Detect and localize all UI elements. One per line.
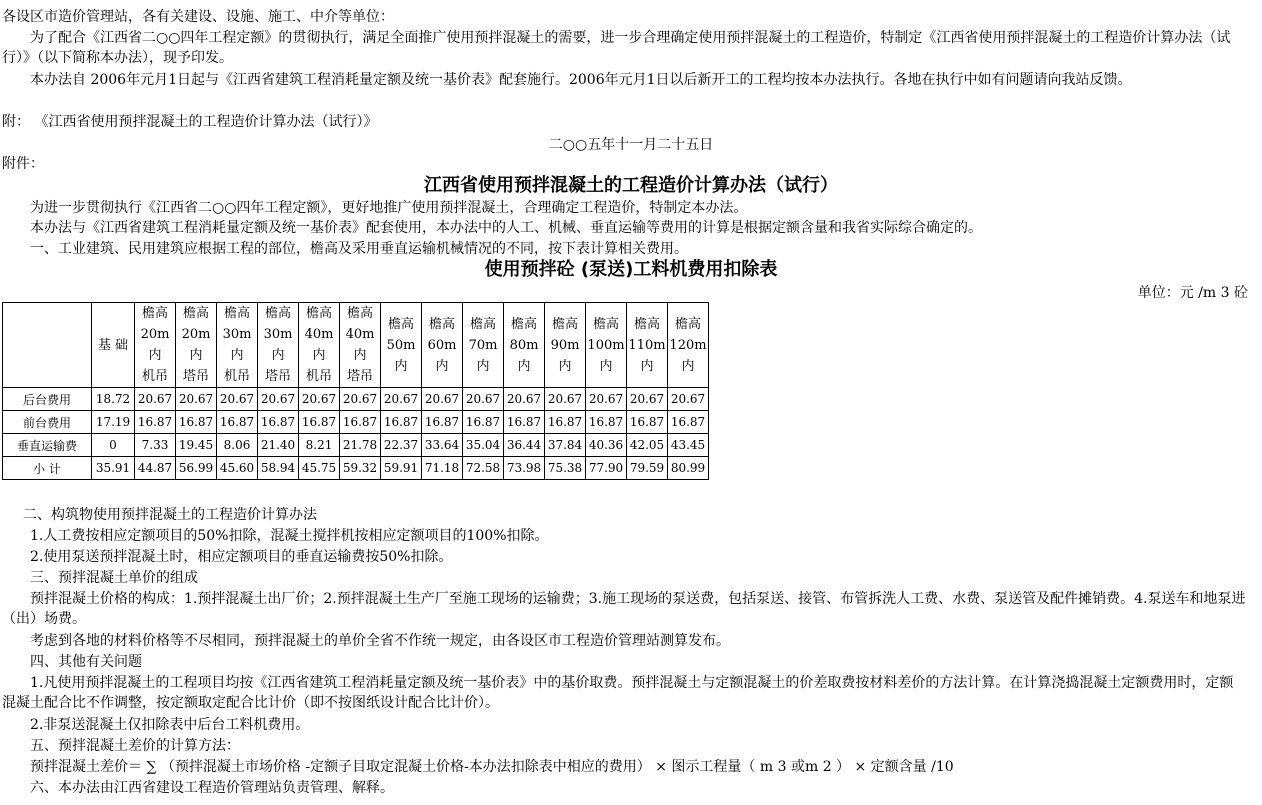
table-cell: 40.36	[586, 434, 627, 457]
table-cell: 20.67	[504, 388, 545, 411]
section-6-heading: 六、本办法由江西省建设工程造价管理站负责管理、解释。	[30, 780, 394, 796]
table-cell: 59.32	[340, 457, 381, 480]
table-cell: 33.64	[422, 434, 463, 457]
section-5-formula: 预拌混凝土差价＝ ∑ （预拌混凝土市场价格 -定额子目取定混凝土价格-本办法扣除表中相应的费用） × 图示工程量（ m 3 或m 2 ） × 定额含量 /10	[30, 759, 954, 775]
table-header-cell: 檐高 30m 内 机吊	[217, 303, 258, 388]
table-cell: 16.87	[668, 411, 709, 434]
table-title: 使用预拌砼 (泵送)工料机费用扣除表	[484, 259, 778, 280]
table-header-row	[3, 303, 709, 388]
table-cell: 79.59	[627, 457, 668, 480]
document-title: 江西省使用预拌混凝土的工程造价计算办法（试行）	[424, 175, 838, 196]
attachment-label: 附件：	[2, 156, 44, 172]
table-cell: 16.87	[422, 411, 463, 434]
table-cell: 45.75	[299, 457, 340, 480]
section-2-item-2: 2.使用泵送预拌混凝土时，相应定额项目的垂直运输费按50%扣除。	[30, 549, 453, 565]
section-2-heading: 二、构筑物使用预拌混凝土的工程造价计算办法	[23, 507, 317, 523]
table-cell: 36.44	[504, 434, 545, 457]
table-cell: 20.67	[340, 388, 381, 411]
table-header-cell: 檐高 50m 内	[381, 303, 422, 388]
table-cell: 19.45	[176, 434, 217, 457]
table-header-cell: 檐高 60m 内	[422, 303, 463, 388]
table-cell: 35.04	[463, 434, 504, 457]
table-header-cell: 檐高 70m 内	[463, 303, 504, 388]
table-cell: 16.87	[381, 411, 422, 434]
notice-date: 二○○五年十一月二十五日	[548, 137, 714, 153]
table-cell: 20.67	[258, 388, 299, 411]
table-cell: 56.99	[176, 457, 217, 480]
section-3-heading: 三、预拌混凝土单价的组成	[30, 570, 198, 586]
table-cell: 20.67	[422, 388, 463, 411]
table-cell: 20.67	[586, 388, 627, 411]
table-cell: 20.67	[299, 388, 340, 411]
table-cell: 7.33	[135, 434, 176, 457]
table-header-cell: 檐高 30m 内 塔吊	[258, 303, 299, 388]
table-cell: 16.87	[299, 411, 340, 434]
table-cell: 20.67	[545, 388, 586, 411]
table-cell: 16.87	[545, 411, 586, 434]
table-cell: 21.40	[258, 434, 299, 457]
document-intro-2: 本办法与《江西省建筑工程消耗量定额及统一基价表》配套使用，本办法中的人工、机械、垂直运输等费用的计算是根据定额含量和我省实际综合确定的。	[30, 220, 982, 236]
table-header-cell: 檐高 90m 内	[545, 303, 586, 388]
section-5-heading: 五、预拌混凝土差价的计算方法：	[30, 738, 240, 754]
section-2-item-1: 1.人工费按相应定额项目的50%扣除，混凝土搅拌机按相应定额项目的100%扣除。	[30, 528, 549, 544]
table-header-corner	[3, 303, 92, 388]
section-1-heading: 一、工业建筑、民用建筑应根据工程的部位，檐高及采用垂直运输机械情况的不同，按下表计算相关费用。	[30, 241, 688, 257]
section-4-heading: 四、其他有关问题	[30, 654, 142, 670]
table-cell: 58.94	[258, 457, 299, 480]
section-4-item-2: 2.非泵送混凝土仅扣除表中后台工料机费用。	[30, 717, 310, 733]
table-cell: 37.84	[545, 434, 586, 457]
table-cell: 8.21	[299, 434, 340, 457]
table-cell: 22.37	[381, 434, 422, 457]
table-cell: 21.78	[340, 434, 381, 457]
table-header-cell: 基 础	[92, 303, 135, 388]
table-cell: 20.67	[627, 388, 668, 411]
notice-addressee: 各设区市造价管理站，各有关建设、设施、施工、中介等单位：	[2, 9, 394, 25]
table-cell: 71.18	[422, 457, 463, 480]
table-cell: 17.19	[92, 411, 135, 434]
table-cell: 77.90	[586, 457, 627, 480]
table-cell: 43.45	[668, 434, 709, 457]
table-row	[3, 411, 709, 434]
table-cell: 45.60	[217, 457, 258, 480]
table-cell: 16.87	[176, 411, 217, 434]
table-header-cell: 檐高 20m 内 塔吊	[176, 303, 217, 388]
table-cell: 20.67	[668, 388, 709, 411]
table-row-label: 前台费用	[3, 411, 92, 434]
table-cell: 20.67	[381, 388, 422, 411]
table-header-cell: 檐高 40m 内 机吊	[299, 303, 340, 388]
table-cell: 35.91	[92, 457, 135, 480]
section-4-item-1: 1.凡使用预拌混凝土的工程项目均按《江西省建筑工程消耗量定额及统一基价表》中的基价取费。预拌混凝土与定额混凝土的价差取费按材料差价的方法计算。在计算浇捣混凝土定额费用时，定额混凝土配合比不作调整，按定额取定配合比计价（即不按图纸设计配合比计价）。	[2, 675, 1234, 711]
table-cell: 16.87	[504, 411, 545, 434]
table-row-label: 后台费用	[3, 388, 92, 411]
table-header-cell: 檐高 100m 内	[586, 303, 627, 388]
table-cell: 8.06	[217, 434, 258, 457]
section-3-body: 预拌混凝土价格的构成：1.预拌混凝土出厂价；2.预拌混凝土生产厂至施工现场的运输费；3.施工现场的泵送费，包括泵送、接管、布管拆洗人工费、水费、泵送管及配件摊销费。4.泵送车和地泵进（出）场费。	[2, 591, 1246, 627]
table-cell: 44.87	[135, 457, 176, 480]
table-cell: 72.58	[463, 457, 504, 480]
table-cell: 16.87	[135, 411, 176, 434]
table-header-cell: 檐高 110m 内	[627, 303, 668, 388]
table-unit: 单位：元 /m 3 砼	[1137, 285, 1248, 301]
notice-attachment-reference: 附： 《江西省使用预拌混凝土的工程造价计算办法（试行）》	[2, 114, 378, 130]
table-cell: 20.67	[176, 388, 217, 411]
section-3-note: 考虑到各地的材料价格等不尽相同，预拌混凝土的单价全省不作统一规定，由各设区市工程造价管理站测算发布。	[30, 633, 730, 649]
table-row-label: 垂直运输费	[3, 434, 92, 457]
table-cell: 20.67	[217, 388, 258, 411]
table-row	[3, 457, 709, 480]
table-header-cell: 檐高 120m 内	[668, 303, 709, 388]
table-cell: 73.98	[504, 457, 545, 480]
notice-paragraph-1: 为了配合《江西省二○○四年工程定额》的贯彻执行，满足全面推广使用预拌混凝土的需要，进一步合理确定使用预拌混凝土的工程造价，特制定《江西省使用预拌混凝土的工程造价计算办法（试行）》（以下简称本办法），现予印发。	[2, 30, 1231, 66]
table-cell: 59.91	[381, 457, 422, 480]
table-cell: 16.87	[258, 411, 299, 434]
table-header-cell: 檐高 80m 内	[504, 303, 545, 388]
document-intro-1: 为进一步贯彻执行《江西省二○○四年工程定额》，更好地推广使用预拌混凝土，合理确定工程造价，特制定本办法。	[30, 200, 748, 216]
table-header-cell: 檐高 20m 内 机吊	[135, 303, 176, 388]
table-cell: 16.87	[340, 411, 381, 434]
table-cell: 16.87	[463, 411, 504, 434]
notice-paragraph-2: 本办法自 2006年元月1日起与《江西省建筑工程消耗量定额及统一基价表》配套施行。2006年元月1日以后新开工的工程均按本办法执行。各地在执行中如有问题请向我站反馈。	[30, 72, 1132, 88]
table-cell: 18.72	[92, 388, 135, 411]
deduction-table	[2, 302, 709, 480]
table-cell: 20.67	[463, 388, 504, 411]
table-cell: 42.05	[627, 434, 668, 457]
table-header-cell: 檐高 40m 内 塔吊	[340, 303, 381, 388]
table-row-label: 小 计	[3, 457, 92, 480]
table-row	[3, 434, 709, 457]
table-cell: 75.38	[545, 457, 586, 480]
table-cell: 20.67	[135, 388, 176, 411]
table-row	[3, 388, 709, 411]
table-cell: 16.87	[217, 411, 258, 434]
table-cell: 0	[92, 434, 135, 457]
table-cell: 80.99	[668, 457, 709, 480]
table-cell: 16.87	[586, 411, 627, 434]
table-cell: 16.87	[627, 411, 668, 434]
